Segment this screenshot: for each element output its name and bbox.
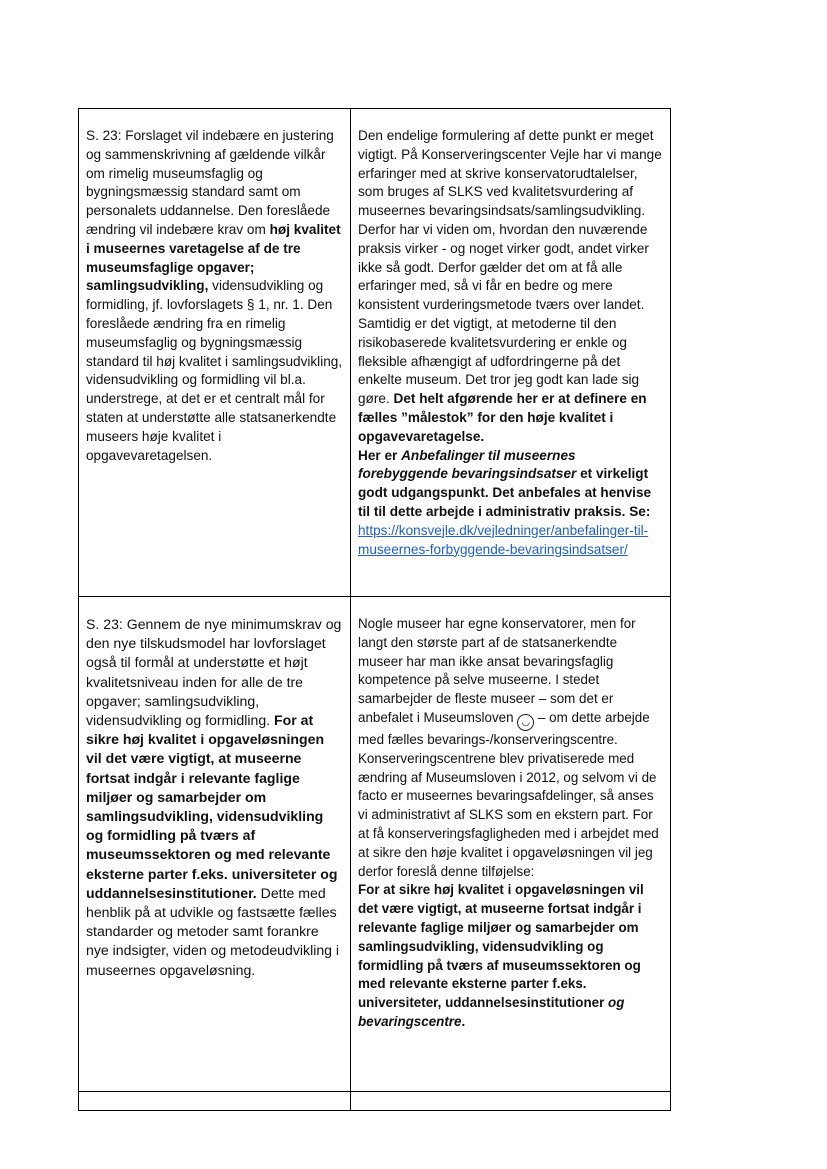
comment-text-cell: [351, 597, 671, 1092]
proposal-text-cell: [79, 109, 351, 597]
wink-emoji-icon: ◡: [517, 714, 534, 731]
empty-cell: [351, 1092, 671, 1111]
proposal-emphasis: For at sikre høj kvalitet i opgaveløsningen vil det være vigtigt, at museerne fortsat indgår i relevante faglige miljøer og samarbejder om samlingsudvikling, vidensudvikling og formidling på tværs af museumssektoren og med relevante eksterne parter f.eks. universiteter og uddannelsesinstitutioner.: [86, 712, 338, 901]
recommendations-link[interactable]: https://konsvejle.dk/vejledninger/anbefalinger-til-museernes-forbyggende-bevaringsindsatser/: [358, 522, 649, 557]
proposal-text: S. 23: Gennem de nye minimumskrav og den nye tilskudsmodel har lovforslaget også til formål at understøtte et højt kvalitetsniveau inden for alle de tre opgaver; samlingsudvikling, vidensudvikling og formidling.: [86, 616, 342, 729]
comment-emphasis-italic: Anbefalinger til museernes forebyggende bevaringsindsatser: [358, 447, 577, 482]
table-row: [79, 1092, 671, 1111]
comment-emphasis: Det helt afgørende her er at definere en fælles ”målestok” for den høje kvalitet i opgavevaretagelse.: [358, 391, 647, 444]
empty-cell: [79, 1092, 351, 1111]
comment-text: Nogle museer har egne konservatorer, men for langt den største part af de statsanerkendte museer har man ikke ansat bevaringsfaglig kompetence på selve museerne. I stedet samarbejder de fleste museer – som det er anbefalet i Museumsloven: [358, 616, 636, 725]
table-row: [79, 109, 671, 597]
proposal-text: Dette med henblik på at udvikle og fastsætte fælles standarder og metoder samt forankre nye indsigter, viden og metodeudvikling i museernes opgaveløsning.: [86, 884, 340, 978]
comment-emphasis: et virkeligt godt udgangspunkt. Det anbefales at henvise til til dette arbejde i administrativ praksis. Se:: [358, 466, 652, 519]
comment-text: – om dette arbejde med fælles bevarings-/konserveringscentre. Konserveringscentrene blev privatiserede med ændring af Museumsloven i 2012, og selvom vi de facto er museernes bevaringsafdelinger, så anses vi administrativt af SLKS som en ekstern part. For at få konserveringsfagligheden med i arbejdet med at sikre den høje kvalitet i opgaveløsningen vil jeg derfor foreslå denne tilføjelse:: [358, 709, 659, 879]
proposal-text: S. 23: Forslaget vil indebære en justering og sammenskrivning af gældende vilkår om rimelig museumsfaglig og bygningsmæssig standard samt om personalets uddannelse. Den foreslåede ændring vil indebære krav om: [86, 128, 334, 237]
table-row: [79, 597, 671, 1092]
comment-emphasis: .: [461, 1013, 466, 1029]
proposal-text-cell: [79, 597, 351, 1092]
proposal-text: vidensudvikling og formidling, jf. lovforslagets § 1, nr. 1. Den foreslåede ændring fra en rimelig museumsfaglig og bygningsmæssig standard til høj kvalitet i samlingsudvikling, vidensudvikling og formidling vil bl.a. understrege, at det er et centralt mål for staten at understøtte alle statsanerkendte museers høje kvalitet i opgavevaretagelsen.: [86, 278, 343, 463]
comment-emphasis-italic: og bevaringscentre: [358, 995, 625, 1029]
comment-text-cell: [351, 109, 671, 597]
proposal-emphasis: høj kvalitet i museernes varetagelse af de tre museumsfaglige opgaver; samlingsudvikling,: [86, 221, 341, 294]
comment-emphasis: Her er: [358, 447, 402, 463]
comment-emphasis: For at sikre høj kvalitet i opgaveløsningen vil det være vigtigt, at museerne fortsat indgår i relevante faglige miljøer og samarbejder om samlingsudvikling, vidensudvikling og formidling på tværs af museumssektoren og med relevante eksterne parter f.eks. universiteter, uddannelsesinstitutioner: [358, 882, 644, 1011]
comment-text: Den endelige formulering af dette punkt er meget vigtigt. På Konserveringscenter Vejle har vi mange erfaringer med at skrive konservatorudtalelser, som bruges af SLKS ved kvalitetsvurdering af museernes bevaringsindsats/samlingsudvikling. Derfor har vi viden om, hvordan den nuværende praksis virker - og noget virker godt, andet virker ikke så godt. Derfor gælder det om at få alle erfaringer med, så vi får en bedre og mere konsistent vurderingsmetode tværs over landet. Samtidig er det vigtigt, at metoderne til den risikobaserede kvalitetsvurdering er enkle og fleksible afhængigt af udfordringerne på det enkelte museum. Det tror jeg godt kan lade sig gøre.: [358, 128, 662, 407]
comment-table: [78, 108, 671, 1111]
